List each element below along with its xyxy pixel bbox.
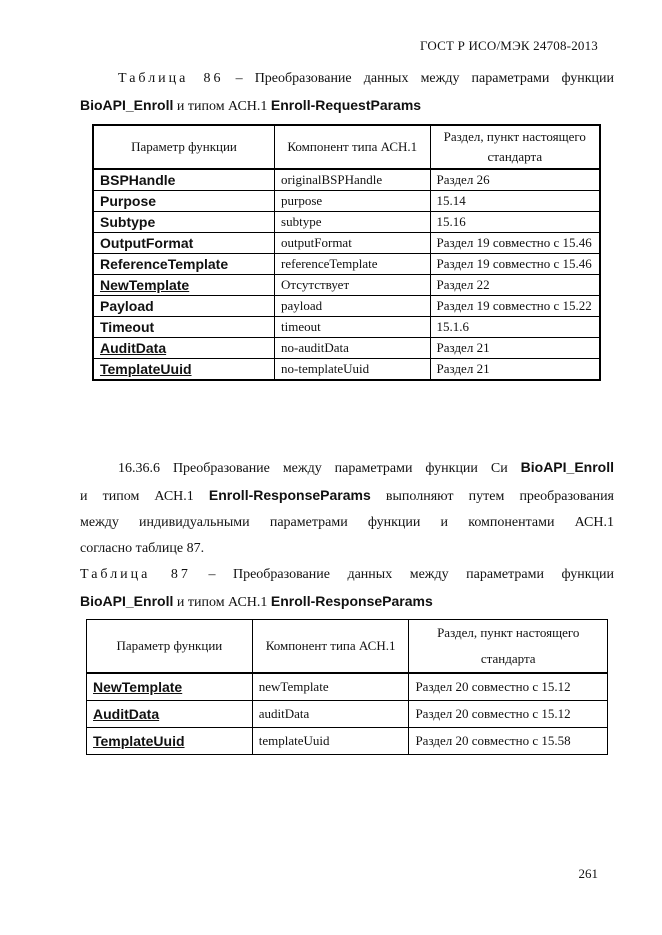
section-cell: 15.16 [430, 212, 600, 233]
paragraph-text: 16.36.6 Преобразование между параметрами функции Си [118, 461, 521, 476]
section-cell: Раздел 21 [430, 338, 600, 359]
table86-caption-line1 [80, 66, 614, 92]
paragraph-text: и типом АСН.1 [80, 489, 209, 504]
table87-caption-text: – Преобразование данных между параметрами функции [190, 567, 614, 582]
section-cell: 15.14 [430, 191, 600, 212]
section-cell: Раздел 19 совместно с 15.46 [430, 254, 600, 275]
component-cell: purpose [275, 191, 431, 212]
component-cell: auditData [252, 701, 409, 728]
param-cell: NewTemplate [87, 673, 253, 701]
param-cell: BSPHandle [93, 169, 275, 191]
table87 [86, 619, 608, 755]
section-cell: Раздел 21 [430, 359, 600, 381]
table87-caption [80, 562, 614, 616]
param-cell: Purpose [93, 191, 275, 212]
table-row [93, 169, 600, 191]
paragraph-line2 [80, 482, 614, 510]
table87-caption-mid: и типом АСН.1 [173, 595, 271, 610]
section-cell: Раздел 26 [430, 169, 600, 191]
table86-header-row [93, 125, 600, 169]
component-cell: Отсутствует [275, 275, 431, 296]
section-cell: Раздел 19 совместно с 15.22 [430, 296, 600, 317]
table86-caption-func: BioAPI_Enroll [80, 97, 174, 113]
table-row [93, 359, 600, 381]
component-cell: originalBSPHandle [275, 169, 431, 191]
paragraph-text: выполняют путем преобразования [370, 489, 614, 504]
param-cell: AuditData [93, 338, 275, 359]
param-cell: NewTemplate [93, 275, 275, 296]
component-cell: newTemplate [252, 673, 409, 701]
component-cell: payload [275, 296, 431, 317]
running-header: ГОСТ Р ИСО/МЭК 24708-2013 [419, 38, 598, 53]
component-cell: referenceTemplate [275, 254, 431, 275]
table86-caption-text: – Преобразование данных между параметрами функции [223, 71, 614, 86]
table86-caption-type: Enroll-RequestParams [270, 97, 422, 113]
table-row [93, 254, 600, 275]
component-cell: no-templateUuid [275, 359, 431, 381]
table87-caption-line1 [80, 562, 614, 588]
section-cell: Раздел 20 совместно с 15.58 [409, 728, 608, 755]
component-cell: templateUuid [252, 728, 409, 755]
table87-header-section: Раздел, пункт настоящего стандарта [409, 620, 608, 674]
table-row [87, 728, 608, 755]
table86-header-param: Параметр функции [93, 125, 275, 169]
section-cell: Раздел 19 совместно с 15.46 [430, 233, 600, 254]
table87-header-row [87, 620, 608, 674]
table-row [93, 275, 600, 296]
table-row [93, 338, 600, 359]
table-row [93, 233, 600, 254]
section-cell: Раздел 22 [430, 275, 600, 296]
page-number: 261 [578, 866, 598, 881]
table-row [87, 701, 608, 728]
section-paragraph [80, 454, 614, 562]
param-cell: TemplateUuid [87, 728, 253, 755]
table86-header-component: Компонент типа АСН.1 [275, 125, 431, 169]
paragraph-line1 [80, 454, 614, 482]
table86 [92, 124, 601, 381]
table87-caption-type: Enroll-ResponseParams [270, 593, 433, 609]
paragraph-type: Enroll-ResponseParams [208, 487, 371, 503]
param-cell: Timeout [93, 317, 275, 338]
param-cell: Subtype [93, 212, 275, 233]
table86-caption-mid: и типом АСН.1 [173, 99, 271, 114]
table-row [93, 212, 600, 233]
table86-caption-line2 [80, 92, 614, 120]
paragraph-line3: между индивидуальными параметрами функции и компонентами АСН.1 [80, 515, 614, 530]
paragraph-line4: согласно таблице 87. [80, 541, 205, 556]
component-cell: no-auditData [275, 338, 431, 359]
table86-caption-label: Таблица 86 [118, 71, 224, 86]
table86-caption [80, 66, 614, 120]
param-cell: ReferenceTemplate [93, 254, 275, 275]
component-cell: outputFormat [275, 233, 431, 254]
table-row [93, 296, 600, 317]
section-cell: Раздел 20 совместно с 15.12 [409, 673, 608, 701]
paragraph-func: BioAPI_Enroll [520, 459, 614, 475]
table87-header-param: Параметр функции [87, 620, 253, 674]
table87-caption-label: Таблица 87 [80, 567, 191, 582]
table87-caption-func: BioAPI_Enroll [80, 593, 174, 609]
table87-caption-line2 [80, 588, 614, 616]
param-cell: TemplateUuid [93, 359, 275, 381]
table-row [93, 191, 600, 212]
param-cell: Payload [93, 296, 275, 317]
section-cell: 15.1.6 [430, 317, 600, 338]
table-row [87, 673, 608, 701]
table-row [93, 317, 600, 338]
component-cell: subtype [275, 212, 431, 233]
section-cell: Раздел 20 совместно с 15.12 [409, 701, 608, 728]
component-cell: timeout [275, 317, 431, 338]
param-cell: OutputFormat [93, 233, 275, 254]
table87-header-component: Компонент типа АСН.1 [252, 620, 409, 674]
param-cell: AuditData [87, 701, 253, 728]
table86-header-section: Раздел, пункт настоящего стандарта [430, 125, 600, 169]
